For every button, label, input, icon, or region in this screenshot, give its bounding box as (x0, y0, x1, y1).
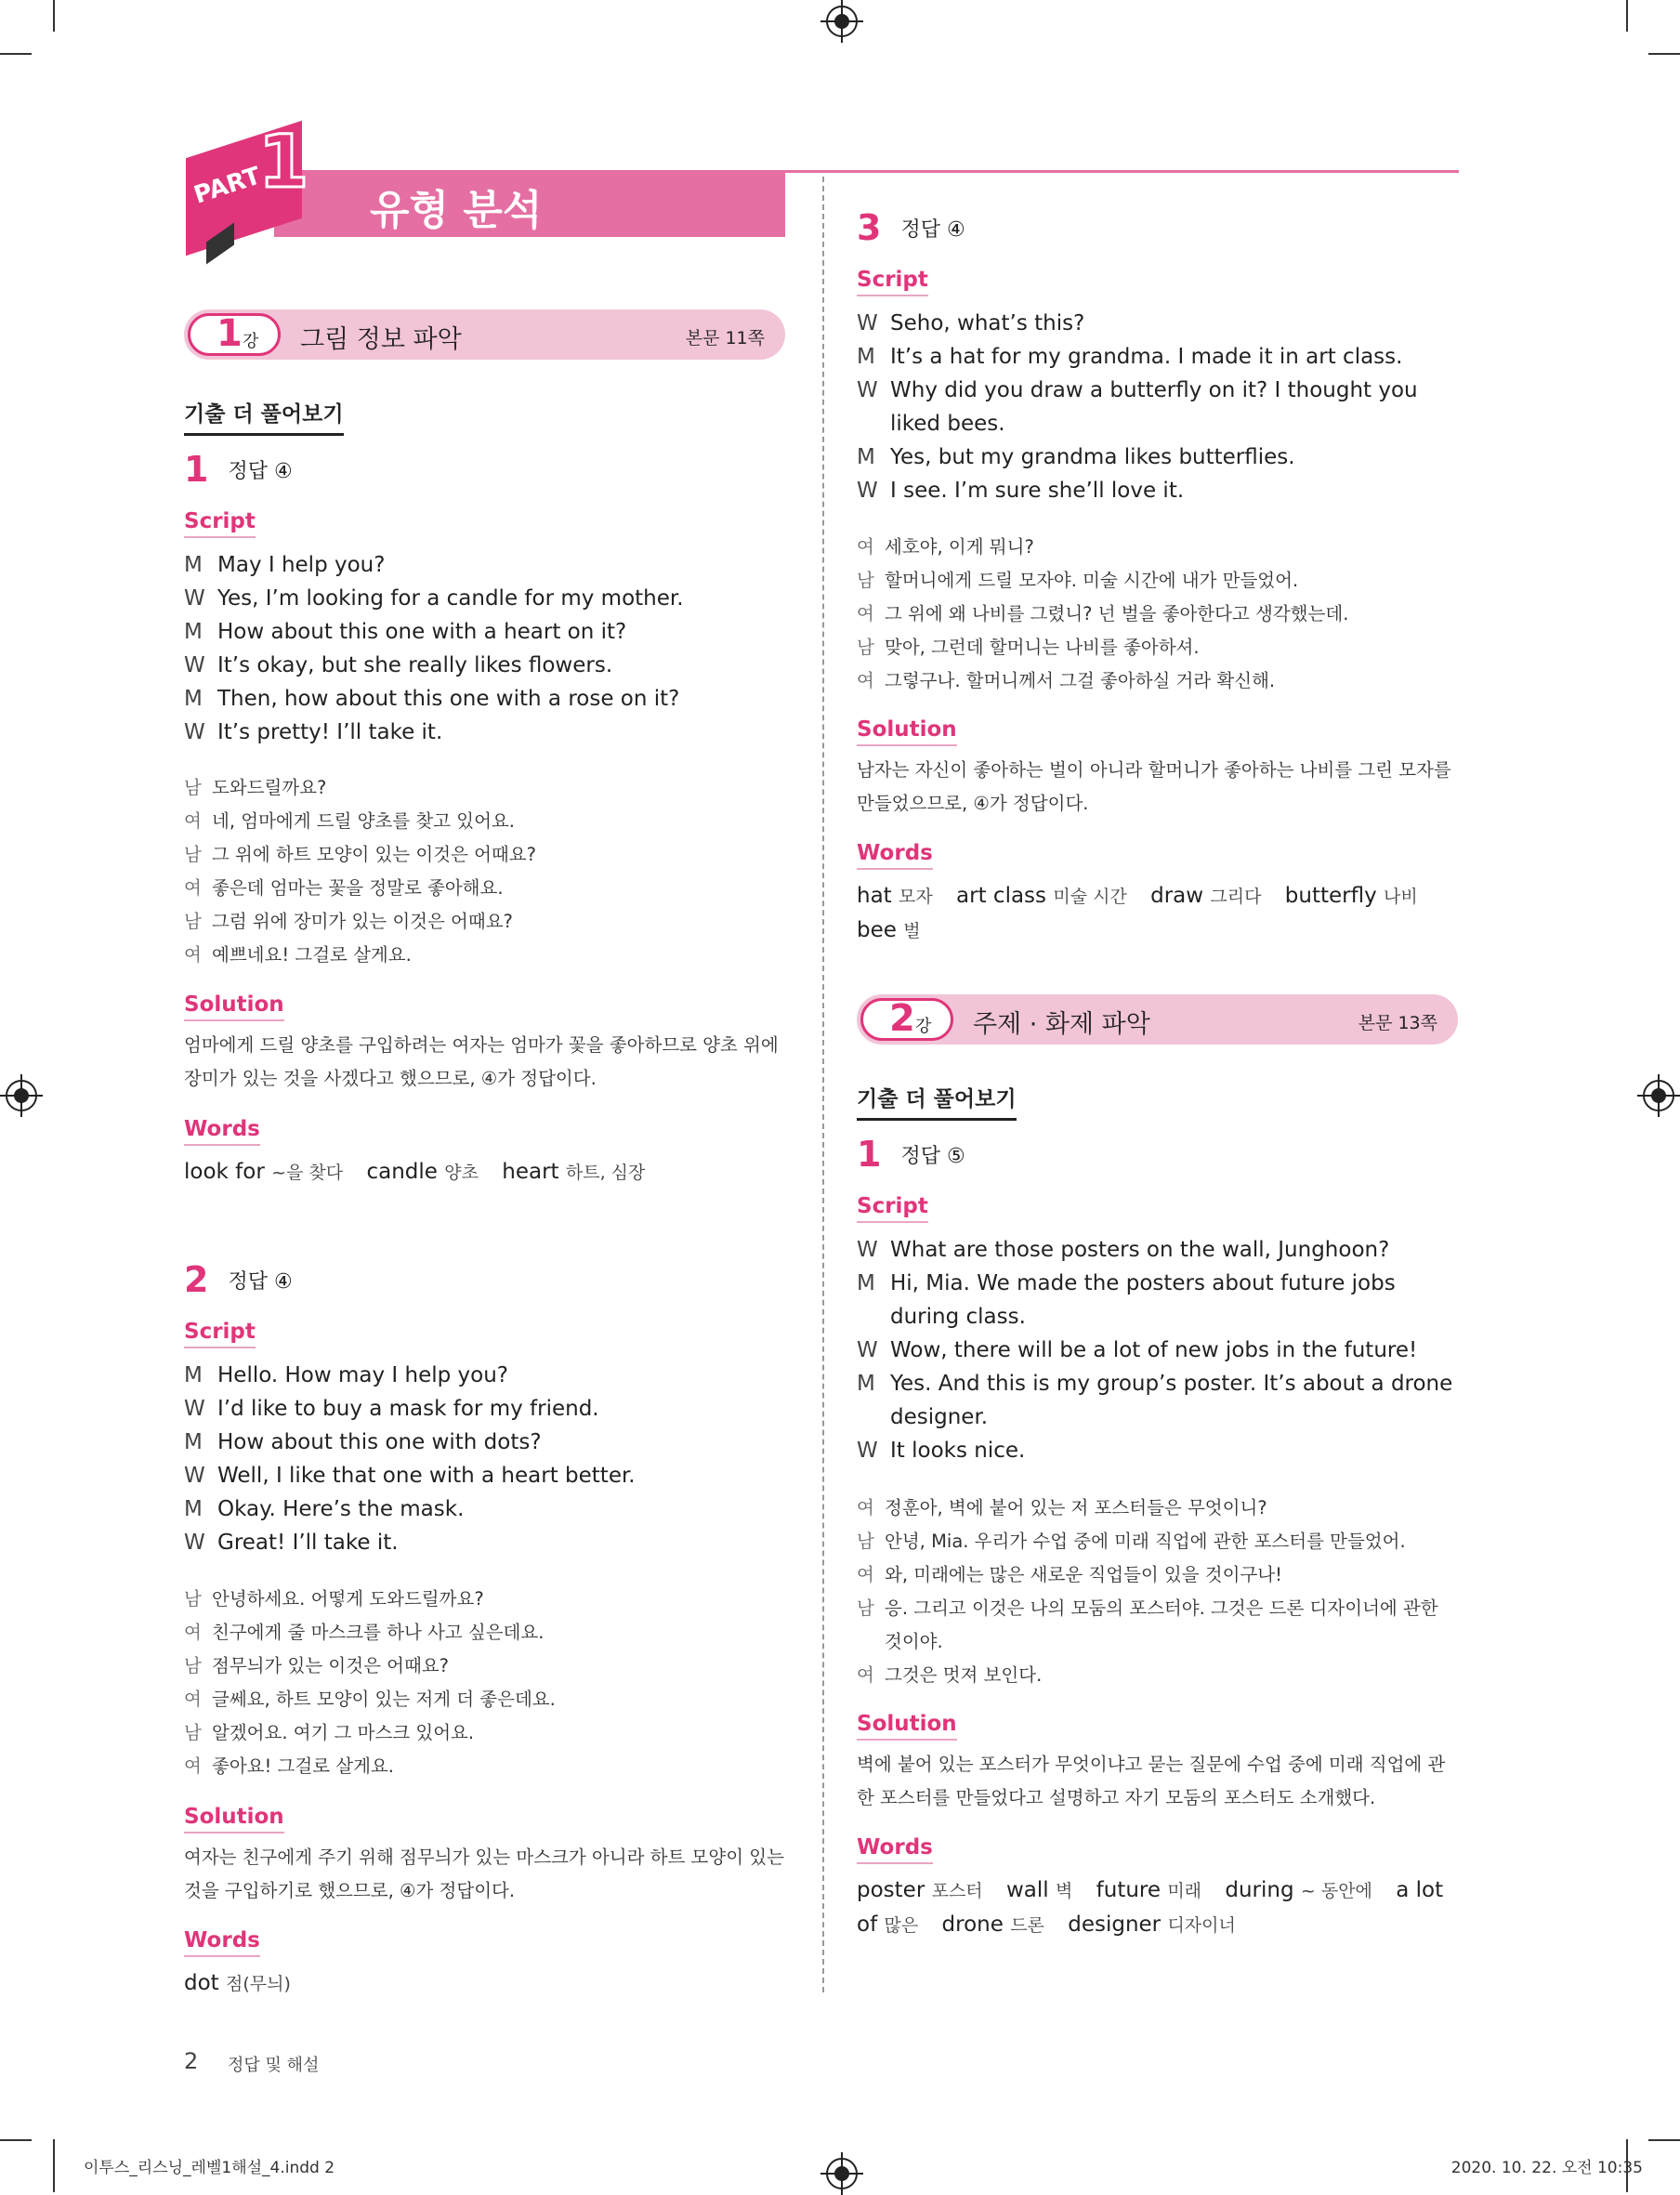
part-number: 1 (258, 121, 309, 204)
crop-mark (0, 2139, 32, 2141)
solution-text: 엄마에게 드릴 양초를 구입하려는 여자는 엄마가 꽃을 좋아하므로 양초 위에 장미가 있는 것을 사겠다고 했으므로, ④가 정답이다. (184, 1034, 779, 1089)
translation-line: 알겠어요. 여기 그 마스크 있어요. (212, 1722, 475, 1743)
word-item: art class 미술 시간 (956, 884, 1127, 908)
part-word: PART (190, 162, 265, 210)
translation-line: 좋은데 엄마는 꽃을 정말로 좋아해요. (212, 877, 504, 899)
translation-line: 도와드릴까요? (212, 777, 327, 798)
words-label: Words (857, 1835, 933, 1864)
script-line: Why did you draw a butterfly on it? I thought you liked bees. (890, 378, 1418, 436)
question-number: 3 (857, 207, 882, 248)
solution-label: Solution (857, 717, 957, 746)
lesson-page-ref: 본문 11쪽 (685, 328, 765, 348)
translation-line: 안녕하세요. 어떻게 도와드릴까요? (212, 1588, 484, 1610)
script-line: Yes. And this is my group’s poster. It’s about a drone designer. (890, 1372, 1453, 1429)
word-item: future 미래 (1096, 1878, 1202, 1902)
lesson-2-bar (857, 994, 1458, 1045)
column-divider (822, 177, 824, 1992)
crop-mark (1626, 0, 1628, 32)
lesson-number: 2 (889, 997, 915, 1040)
practice-heading: 기출 더 풀어보기 (184, 397, 344, 436)
lesson-page-ref: 본문 13쪽 (1358, 1013, 1437, 1033)
question-answer: 정답 ④ (228, 1269, 293, 1294)
page-number: 2 (184, 2048, 199, 2074)
question-answer: 정답 ④ (900, 217, 965, 242)
question-header (184, 1259, 293, 1300)
word-item: drone 드론 (941, 1912, 1044, 1937)
script-line: Well, I like that one with a heart better. (217, 1464, 636, 1488)
translation-line: 응. 그리고 이것은 나의 모둠의 포스터야. 그것은 드론 디자이너에 관한 것이야. (885, 1597, 1438, 1652)
word-item: poster 포스터 (857, 1878, 983, 1902)
footer-title: 정답 및 해설 (228, 2056, 320, 2075)
translation-line: 안녕, Mia. 우리가 수업 중에 미래 직업에 관한 포스터를 만들었어. (885, 1531, 1406, 1552)
slug-filename: 이투스_리스닝_레벨1해설_4.indd 2 (84, 2159, 335, 2177)
script-line: What are those posters on the wall, Junghoon? (890, 1238, 1390, 1262)
script-label: Script (184, 1320, 256, 1348)
registration-mark-icon (6, 1080, 37, 1111)
words-list (857, 879, 1470, 948)
translation-line: 할머니에게 드릴 모자야. 미술 시간에 내가 만들었어. (885, 570, 1299, 591)
question-header (184, 449, 293, 490)
translation-line: 세호야, 이게 뭐니? (885, 536, 1034, 558)
translation-line: 좋아요! 그걸로 살게요. (212, 1755, 394, 1777)
word-item: draw 그리다 (1150, 884, 1262, 908)
words-list (857, 1873, 1461, 1942)
script-line: How about this one with a heart on it? (217, 620, 627, 644)
question-header (857, 1134, 965, 1175)
registration-mark-icon (826, 6, 858, 37)
word-item: heart 하트, 심장 (502, 1160, 646, 1184)
translation-line: 정훈아, 벽에 붙어 있는 저 포스터들은 무엇이니? (885, 1497, 1267, 1518)
script-line: It’s a hat for my grandma. I made it in art class. (890, 345, 1403, 369)
script-block: M May I help you? W Yes, I’m looking for a candle for my mother. M How about this one with a heart on it? W It’s okay, but she really likes flowers. M Then, how about this one with a rose on it? W It’s pretty! I’ll take it. (184, 548, 788, 749)
lesson-badge (188, 313, 281, 356)
slug-timestamp: 2020. 10. 22. 오전 10:35 (1450, 2159, 1643, 2177)
lesson-title: 그림 정보 파악 (300, 325, 462, 354)
word-item: wall 벽 (1005, 1878, 1073, 1902)
script-line: Yes, but my grandma likes butterflies. (890, 445, 1295, 469)
solution-label: Solution (184, 992, 284, 1021)
words-label: Words (184, 1928, 260, 1957)
word-item: look for ~을 찾다 (184, 1160, 344, 1184)
solution-text: 벽에 붙어 있는 포스터가 무엇이냐고 묻는 질문에 수업 중에 미래 직업에 관한 포스터를 만들었다고 설명하고 자기 모둠의 포스터도 소개했다. (857, 1754, 1446, 1808)
question-number: 1 (184, 449, 209, 490)
translation-block: 여 정훈아, 벽에 붙어 있는 저 포스터들은 무엇이니? 남 안녕, Mia. 우리가 수업 중에 미래 직업에 관한 포스터를 만들었어. 여 와, 미래에는 많은 새로운 직업들이 있을 것이구나! 남 응. 그리고 이것은 나의 모둠의 포스터야. 그것은 드론 디자이너에 관한 것이야. 여 그것은 멋져 보인다. (857, 1492, 1461, 1692)
word-item: candle 양초 (366, 1160, 479, 1184)
words-label: Words (184, 1117, 260, 1146)
script-line: Seho, what’s this? (890, 311, 1085, 335)
registration-mark-icon (1643, 1080, 1674, 1111)
words-label: Words (857, 841, 933, 870)
script-line: Yes, I’m looking for a candle for my mother. (217, 586, 684, 611)
script-line: May I help you? (217, 553, 386, 577)
script-line: I see. I’m sure she’ll love it. (890, 479, 1185, 503)
script-line: How about this one with dots? (217, 1430, 542, 1454)
question-answer: 정답 ④ (228, 459, 293, 483)
lesson-1-bar (184, 309, 785, 360)
script-block: W What are those posters on the wall, Junghoon? M Hi, Mia. We made the posters about future jobs during class. W Wow, there will be a lot of new jobs in the future! M Yes. And this is my group’s poster. It’s about a drone designer. W It looks nice. (857, 1233, 1461, 1467)
script-block: W Seho, what’s this? M It’s a hat for my grandma. I made it in art class. W Why did you draw a butterfly on it? I thought you liked bees. M Yes, but my grandma likes butterflies. W I see. I’m sure she’ll love it. (857, 307, 1461, 507)
script-line: Hi, Mia. We made the posters about future jobs during class. (890, 1271, 1396, 1329)
solution-label: Solution (184, 1805, 284, 1834)
crop-mark (0, 53, 32, 55)
script-line: It looks nice. (890, 1439, 1026, 1463)
part-title: 유형 분석 (370, 187, 543, 234)
translation-line: 친구에게 줄 마스크를 하나 사고 싶은데요. (212, 1622, 545, 1643)
script-line: Great! I’ll take it. (217, 1531, 399, 1555)
crop-mark (53, 0, 55, 32)
crop-mark (1648, 53, 1680, 55)
script-label: Script (857, 268, 928, 296)
script-line: I’d like to buy a mask for my friend. (217, 1397, 599, 1421)
registration-mark-icon (826, 2158, 858, 2189)
translation-line: 예쁘네요! 그걸로 살게요. (212, 944, 412, 966)
word-item: butterfly 나비 (1284, 884, 1418, 908)
solution-text: 남자는 자신이 좋아하는 벌이 아니라 할머니가 좋아하는 나비를 그린 모자를 만들었으므로, ④가 정답이다. (857, 759, 1451, 814)
lesson-gang: 강 (915, 1017, 932, 1036)
translation-line: 맞아, 그런데 할머니는 나비를 좋아하셔. (885, 637, 1200, 658)
lesson-badge (860, 998, 953, 1041)
question-number: 2 (184, 1259, 209, 1300)
crop-mark (53, 2139, 55, 2192)
word-item: bee 벌 (857, 918, 921, 942)
solution-label: Solution (857, 1712, 957, 1741)
script-label: Script (857, 1194, 928, 1223)
words-list (184, 1155, 788, 1190)
word-item: dot 점(무늬) (184, 1971, 291, 1995)
script-label: Script (184, 509, 256, 538)
word-item: designer 디자이너 (1068, 1912, 1236, 1937)
translation-line: 점무늬가 있는 이것은 어때요? (212, 1655, 449, 1676)
word-item: a lot of 많은 (857, 1878, 1444, 1937)
translation-line: 그 위에 하트 모양이 있는 이것은 어때요? (212, 844, 536, 865)
question-number: 1 (857, 1134, 882, 1175)
script-line: Okay. Here’s the mask. (217, 1497, 465, 1521)
lesson-title: 주제 · 화제 파악 (973, 1010, 1150, 1039)
lesson-number: 1 (217, 312, 243, 355)
solution-text: 여자는 친구에게 주기 위해 점무늬가 있는 마스크가 아니라 하트 모양이 있는 것을 구입하기로 했으므로, ④가 정답이다. (184, 1847, 784, 1901)
script-block: M Hello. How may I help you? W I’d like to buy a mask for my friend. M How about this one with dots? W Well, I like that one with a heart better. M Okay. Here’s the mask. W Great! I’ll take it. (184, 1359, 788, 1559)
translation-line: 그 위에 왜 나비를 그렸니? 넌 벌을 좋아한다고 생각했는데. (885, 603, 1349, 624)
translation-line: 와, 미래에는 많은 새로운 직업들이 있을 것이구나! (885, 1564, 1282, 1585)
translation-block: 여 세호야, 이게 뭐니? 남 할머니에게 드릴 모자야. 미술 시간에 내가 만들었어. 여 그 위에 왜 나비를 그렸니? 넌 벌을 좋아한다고 생각했는데. 남 맞아, 그런데 할머니는 나비를 좋아하셔. 여 그렇구나. 할머니께서 그걸 좋아하실 거라 확신해. (857, 531, 1461, 698)
translation-block: 남 안녕하세요. 어떻게 도와드릴까요? 여 친구에게 줄 마스크를 하나 사고 싶은데요. 남 점무늬가 있는 이것은 어때요? 여 글쎄요, 하트 모양이 있는 저게 더 좋은데요. 남 알겠어요. 여기 그 마스크 있어요. 여 좋아요! 그걸로 살게요. (184, 1583, 788, 1783)
lesson-gang: 강 (243, 332, 259, 351)
translation-line: 그렇구나. 할머니께서 그걸 좋아하실 거라 확신해. (885, 670, 1276, 691)
question-answer: 정답 ⑤ (900, 1144, 965, 1168)
words-list (184, 1966, 788, 2001)
translation-line: 네, 엄마에게 드릴 양초를 찾고 있어요. (212, 810, 515, 832)
translation-block: 남 도와드릴까요? 여 네, 엄마에게 드릴 양초를 찾고 있어요. 남 그 위에 하트 모양이 있는 이것은 어때요? 여 좋은데 엄마는 꽃을 정말로 좋아해요. 남 그럼 위에 장미가 있는 이것은 어때요? 여 예쁘네요! 그걸로 살게요. (184, 771, 788, 972)
script-line: Wow, there will be a lot of new jobs in the future! (890, 1338, 1418, 1362)
translation-line: 그럼 위에 장미가 있는 이것은 어때요? (212, 911, 513, 932)
translation-line: 그것은 멋져 보인다. (885, 1664, 1043, 1686)
script-line: It’s pretty! I’ll take it. (217, 720, 443, 744)
word-item: hat 모자 (857, 884, 933, 908)
question-header (857, 207, 965, 248)
part-badge (186, 121, 325, 260)
script-line: Then, how about this one with a rose on it? (217, 687, 680, 711)
crop-mark (1648, 2139, 1680, 2141)
script-line: It’s okay, but she really likes flowers. (217, 653, 613, 677)
practice-heading: 기출 더 풀어보기 (857, 1082, 1017, 1121)
translation-line: 글쎄요, 하트 모양이 있는 저게 더 좋은데요. (212, 1689, 556, 1710)
script-line: Hello. How may I help you? (217, 1363, 509, 1387)
word-item: during ~ 동안에 (1225, 1878, 1372, 1902)
